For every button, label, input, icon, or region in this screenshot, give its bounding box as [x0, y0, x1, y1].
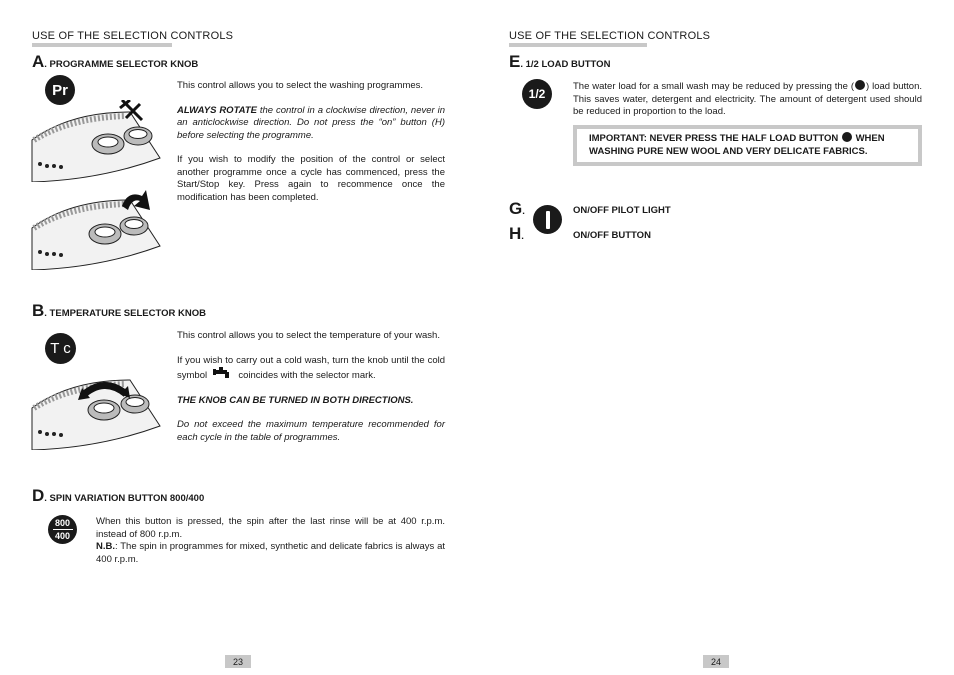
section-a-p2: ALWAYS ROTATE the control in a clockwise direction, never in an anticlockwise direction. Do not press the “on” button (H) before selecting the programme.: [177, 104, 445, 141]
left-page-header: USE OF THE SELECTION CONTROLS: [32, 30, 234, 42]
right-header-bar: [509, 43, 647, 47]
section-d-title: . SPIN VARIATION BUTTON 800/400: [44, 493, 205, 504]
section-b-p2: If you wish to carry out a cold wash, turn the knob until the cold symbol coincides with the selector mark.: [177, 354, 445, 381]
half-load-icon: [522, 79, 552, 109]
section-g-title: ON/OFF PILOT LIGHT: [573, 205, 671, 216]
section-h-title: ON/OFF BUTTON: [573, 230, 651, 241]
section-e-heading: [509, 52, 610, 72]
section-e-text: The water load for a small wash may be reduced by pressing the ( ) load button. This saves water, detergent and electricity. The amount of detergent used should be reduced in proportion to the load.: [573, 81, 922, 117]
section-b-p4: Do not exceed the maximum temperature recommended for each cycle in the table of programmes.: [177, 419, 445, 443]
section-h-letter: H: [509, 224, 522, 243]
section-a-text: [177, 80, 445, 204]
section-a-p3: If you wish to modify the position of the control or select another programme once a cycle has commenced, press the Start/Stop key. Press again to recommence once the modification has been completed.: [177, 154, 445, 203]
spin-icon-divider: [53, 529, 73, 530]
important-text-a: IMPORTANT: NEVER PRESS THE HALF LOAD BUTTON: [589, 133, 839, 144]
power-icon: [533, 205, 562, 234]
knob-illustration-a2: [30, 188, 162, 270]
temperature-icon-label: T c: [50, 340, 71, 357]
section-d-heading: [32, 486, 204, 506]
left-header-bar: [32, 43, 172, 47]
power-icon-bar: [546, 211, 550, 229]
section-b-p1: This control allows you to select the temperature of your wash.: [177, 330, 440, 341]
programme-icon-label: Pr: [52, 81, 68, 99]
section-g-heading: [509, 199, 525, 219]
right-page-header: USE OF THE SELECTION CONTROLS: [509, 30, 711, 42]
important-notice-box: [573, 125, 922, 166]
section-a-title: . PROGRAMME SELECTOR KNOB: [44, 59, 199, 70]
half-load-mini-icon: [855, 80, 865, 90]
section-a-letter: A: [32, 52, 45, 71]
left-page-number: 23: [225, 655, 251, 668]
section-d-text: [96, 516, 445, 566]
section-e-letter: E: [509, 52, 521, 71]
section-b-p3: THE KNOB CAN BE TURNED IN BOTH DIRECTIONS.: [177, 394, 414, 406]
section-g-letter: G: [509, 199, 523, 218]
spin-icon-top: 800: [54, 518, 71, 528]
section-b-letter: B: [32, 301, 45, 320]
section-b-text: [177, 330, 445, 444]
section-a-p1: This control allows you to select the washing programmes.: [177, 80, 424, 91]
half-load-mini-icon-2: [842, 132, 852, 142]
section-b-heading: [32, 301, 206, 321]
section-g-dot: .: [522, 206, 525, 217]
section-d-letter: D: [32, 486, 45, 505]
cold-tap-icon: [213, 367, 233, 379]
temperature-icon: [45, 333, 76, 364]
section-b-title: . TEMPERATURE SELECTOR KNOB: [44, 308, 206, 319]
right-page-number: 24: [703, 655, 729, 668]
half-load-icon-label: 1/2: [528, 87, 546, 101]
spin-800-400-icon: [48, 515, 77, 544]
knob-illustration-a1: [30, 100, 162, 182]
section-d-nb: N.B.: The spin in programmes for mixed, synthetic and delicate fabrics is always at 400 r.p.m.: [96, 541, 445, 565]
spin-icon-bottom: 400: [54, 531, 71, 541]
section-a-heading: [32, 52, 198, 72]
important-text-b: WHEN WASHING PURE NEW WOOL AND VERY DELICATE FABRICS.: [589, 133, 885, 157]
section-h-heading: [509, 224, 524, 244]
knob-illustration-b: [30, 368, 162, 450]
section-h-dot: .: [521, 231, 524, 242]
section-d-p1: When this button is pressed, the spin after the last rinse will be at 400 r.p.m. instead of 800 r.p.m.: [96, 516, 445, 540]
section-e-title: . 1/2 LOAD BUTTON: [520, 59, 611, 70]
